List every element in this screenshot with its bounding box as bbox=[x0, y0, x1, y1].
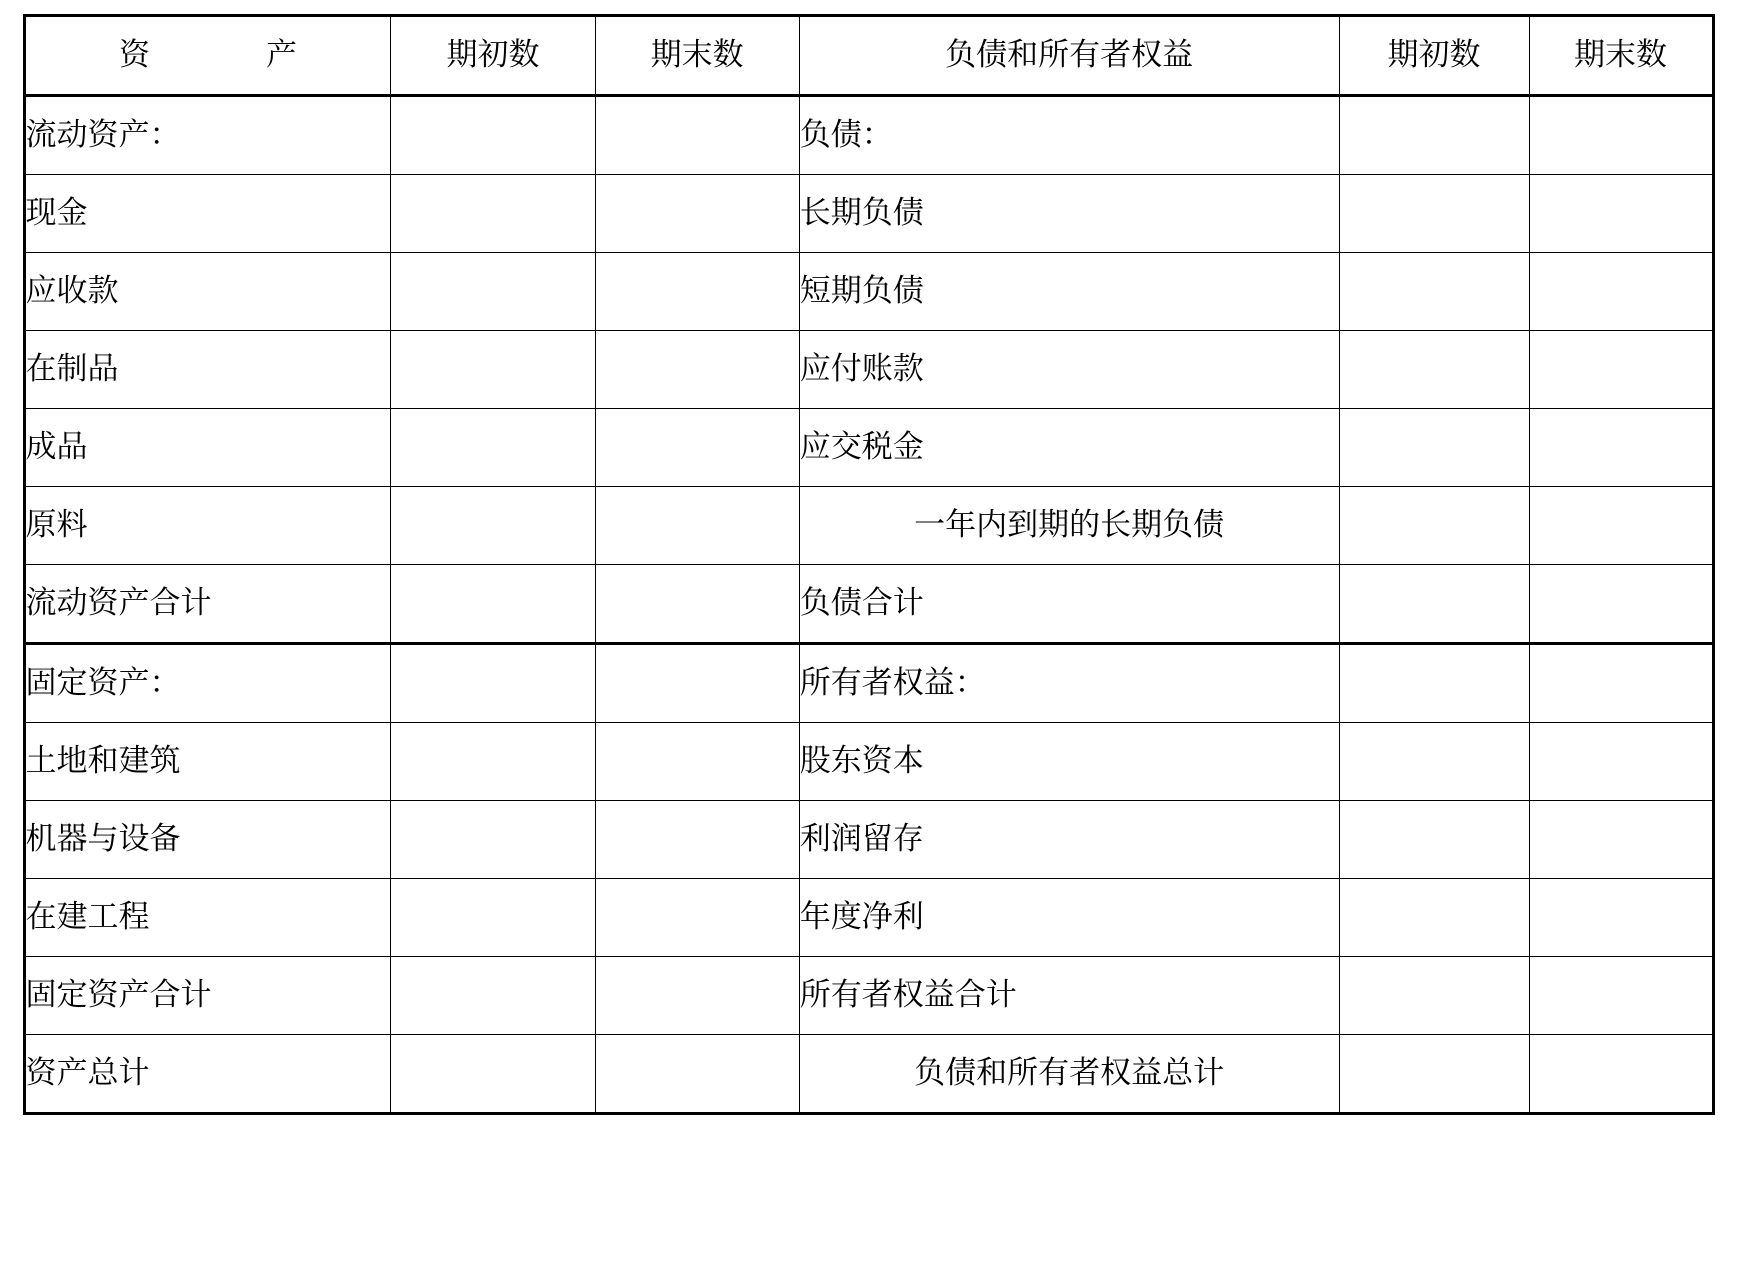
asset-begin-value-cell[interactable] bbox=[391, 487, 595, 565]
asset-end-value-cell[interactable] bbox=[595, 879, 799, 957]
asset-label-cell: 成品 bbox=[24, 409, 391, 487]
liability-begin-value-cell[interactable] bbox=[1339, 331, 1529, 409]
liability-label-cell: 年度净利 bbox=[799, 879, 1339, 957]
liability-end-value-cell[interactable] bbox=[1529, 331, 1713, 409]
asset-label-cell: 流动资产： bbox=[24, 96, 391, 175]
table-row bbox=[24, 487, 1713, 565]
table-row bbox=[24, 1035, 1713, 1114]
liability-begin-value-cell[interactable] bbox=[1339, 409, 1529, 487]
liability-begin-value-cell[interactable] bbox=[1339, 957, 1529, 1035]
asset-label-cell: 在建工程 bbox=[24, 879, 391, 957]
asset-label-cell: 原料 bbox=[24, 487, 391, 565]
liability-begin-value-cell[interactable] bbox=[1339, 723, 1529, 801]
asset-end-value-cell[interactable] bbox=[595, 957, 799, 1035]
column-header-liability-begin: 期初数 bbox=[1339, 16, 1529, 96]
liability-label-cell: 股东资本 bbox=[799, 723, 1339, 801]
balance-sheet-table bbox=[23, 14, 1715, 1115]
liability-label-cell: 应交税金 bbox=[799, 409, 1339, 487]
liability-end-value-cell[interactable] bbox=[1529, 879, 1713, 957]
table-row bbox=[24, 565, 1713, 644]
liability-end-value-cell[interactable] bbox=[1529, 487, 1713, 565]
table-row bbox=[24, 331, 1713, 409]
liability-begin-value-cell[interactable] bbox=[1339, 801, 1529, 879]
asset-label-cell: 固定资产合计 bbox=[24, 957, 391, 1035]
asset-end-value-cell[interactable] bbox=[595, 175, 799, 253]
liability-end-value-cell[interactable] bbox=[1529, 253, 1713, 331]
table-row bbox=[24, 644, 1713, 723]
asset-end-value-cell[interactable] bbox=[595, 801, 799, 879]
table-row bbox=[24, 723, 1713, 801]
liability-end-value-cell[interactable] bbox=[1529, 96, 1713, 175]
liability-begin-value-cell[interactable] bbox=[1339, 1035, 1529, 1114]
liability-label-cell: 所有者权益： bbox=[799, 644, 1339, 723]
column-header-asset-begin: 期初数 bbox=[391, 16, 595, 96]
liability-end-value-cell[interactable] bbox=[1529, 723, 1713, 801]
asset-begin-value-cell[interactable] bbox=[391, 957, 595, 1035]
asset-label-cell: 在制品 bbox=[24, 331, 391, 409]
asset-begin-value-cell[interactable] bbox=[391, 879, 595, 957]
table-row bbox=[24, 409, 1713, 487]
liability-label-cell: 所有者权益合计 bbox=[799, 957, 1339, 1035]
liability-begin-value-cell[interactable] bbox=[1339, 565, 1529, 644]
asset-begin-value-cell[interactable] bbox=[391, 644, 595, 723]
asset-end-value-cell[interactable] bbox=[595, 331, 799, 409]
column-header-liability-end: 期末数 bbox=[1529, 16, 1713, 96]
table-body bbox=[24, 96, 1713, 1114]
liability-label-cell: 一年内到期的长期负债 bbox=[799, 487, 1339, 565]
liability-end-value-cell[interactable] bbox=[1529, 644, 1713, 723]
liability-label-cell: 利润留存 bbox=[799, 801, 1339, 879]
asset-label-cell: 机器与设备 bbox=[24, 801, 391, 879]
table-header-row bbox=[24, 16, 1713, 96]
asset-label-cell: 固定资产： bbox=[24, 644, 391, 723]
asset-begin-value-cell[interactable] bbox=[391, 1035, 595, 1114]
column-header-asset: 资 产 bbox=[24, 16, 391, 96]
column-header-liability: 负债和所有者权益 bbox=[799, 16, 1339, 96]
liability-begin-value-cell[interactable] bbox=[1339, 644, 1529, 723]
liability-label-cell: 负债： bbox=[799, 96, 1339, 175]
liability-end-value-cell[interactable] bbox=[1529, 957, 1713, 1035]
asset-label-cell: 应收款 bbox=[24, 253, 391, 331]
liability-label-cell: 应付账款 bbox=[799, 331, 1339, 409]
asset-label-cell: 土地和建筑 bbox=[24, 723, 391, 801]
asset-end-value-cell[interactable] bbox=[595, 644, 799, 723]
liability-begin-value-cell[interactable] bbox=[1339, 96, 1529, 175]
asset-label-cell: 流动资产合计 bbox=[24, 565, 391, 644]
asset-begin-value-cell[interactable] bbox=[391, 253, 595, 331]
asset-begin-value-cell[interactable] bbox=[391, 409, 595, 487]
asset-begin-value-cell[interactable] bbox=[391, 801, 595, 879]
table-row bbox=[24, 253, 1713, 331]
asset-label-cell: 现金 bbox=[24, 175, 391, 253]
asset-begin-value-cell[interactable] bbox=[391, 565, 595, 644]
liability-begin-value-cell[interactable] bbox=[1339, 879, 1529, 957]
column-header-asset-end: 期末数 bbox=[595, 16, 799, 96]
asset-begin-value-cell[interactable] bbox=[391, 331, 595, 409]
liability-end-value-cell[interactable] bbox=[1529, 409, 1713, 487]
liability-label-cell: 负债合计 bbox=[799, 565, 1339, 644]
asset-end-value-cell[interactable] bbox=[595, 487, 799, 565]
table-row bbox=[24, 175, 1713, 253]
table-row bbox=[24, 96, 1713, 175]
asset-end-value-cell[interactable] bbox=[595, 409, 799, 487]
table-row bbox=[24, 957, 1713, 1035]
table-row bbox=[24, 879, 1713, 957]
asset-begin-value-cell[interactable] bbox=[391, 96, 595, 175]
asset-end-value-cell[interactable] bbox=[595, 1035, 799, 1114]
asset-end-value-cell[interactable] bbox=[595, 723, 799, 801]
liability-begin-value-cell[interactable] bbox=[1339, 175, 1529, 253]
liability-begin-value-cell[interactable] bbox=[1339, 487, 1529, 565]
liability-label-cell: 短期负债 bbox=[799, 253, 1339, 331]
asset-end-value-cell[interactable] bbox=[595, 96, 799, 175]
liability-end-value-cell[interactable] bbox=[1529, 1035, 1713, 1114]
liability-end-value-cell[interactable] bbox=[1529, 175, 1713, 253]
table-row bbox=[24, 801, 1713, 879]
liability-begin-value-cell[interactable] bbox=[1339, 253, 1529, 331]
liability-end-value-cell[interactable] bbox=[1529, 801, 1713, 879]
asset-end-value-cell[interactable] bbox=[595, 565, 799, 644]
asset-label-cell: 资产总计 bbox=[24, 1035, 391, 1114]
liability-label-cell: 负债和所有者权益总计 bbox=[799, 1035, 1339, 1114]
asset-begin-value-cell[interactable] bbox=[391, 175, 595, 253]
asset-end-value-cell[interactable] bbox=[595, 253, 799, 331]
asset-begin-value-cell[interactable] bbox=[391, 723, 595, 801]
liability-end-value-cell[interactable] bbox=[1529, 565, 1713, 644]
liability-label-cell: 长期负债 bbox=[799, 175, 1339, 253]
